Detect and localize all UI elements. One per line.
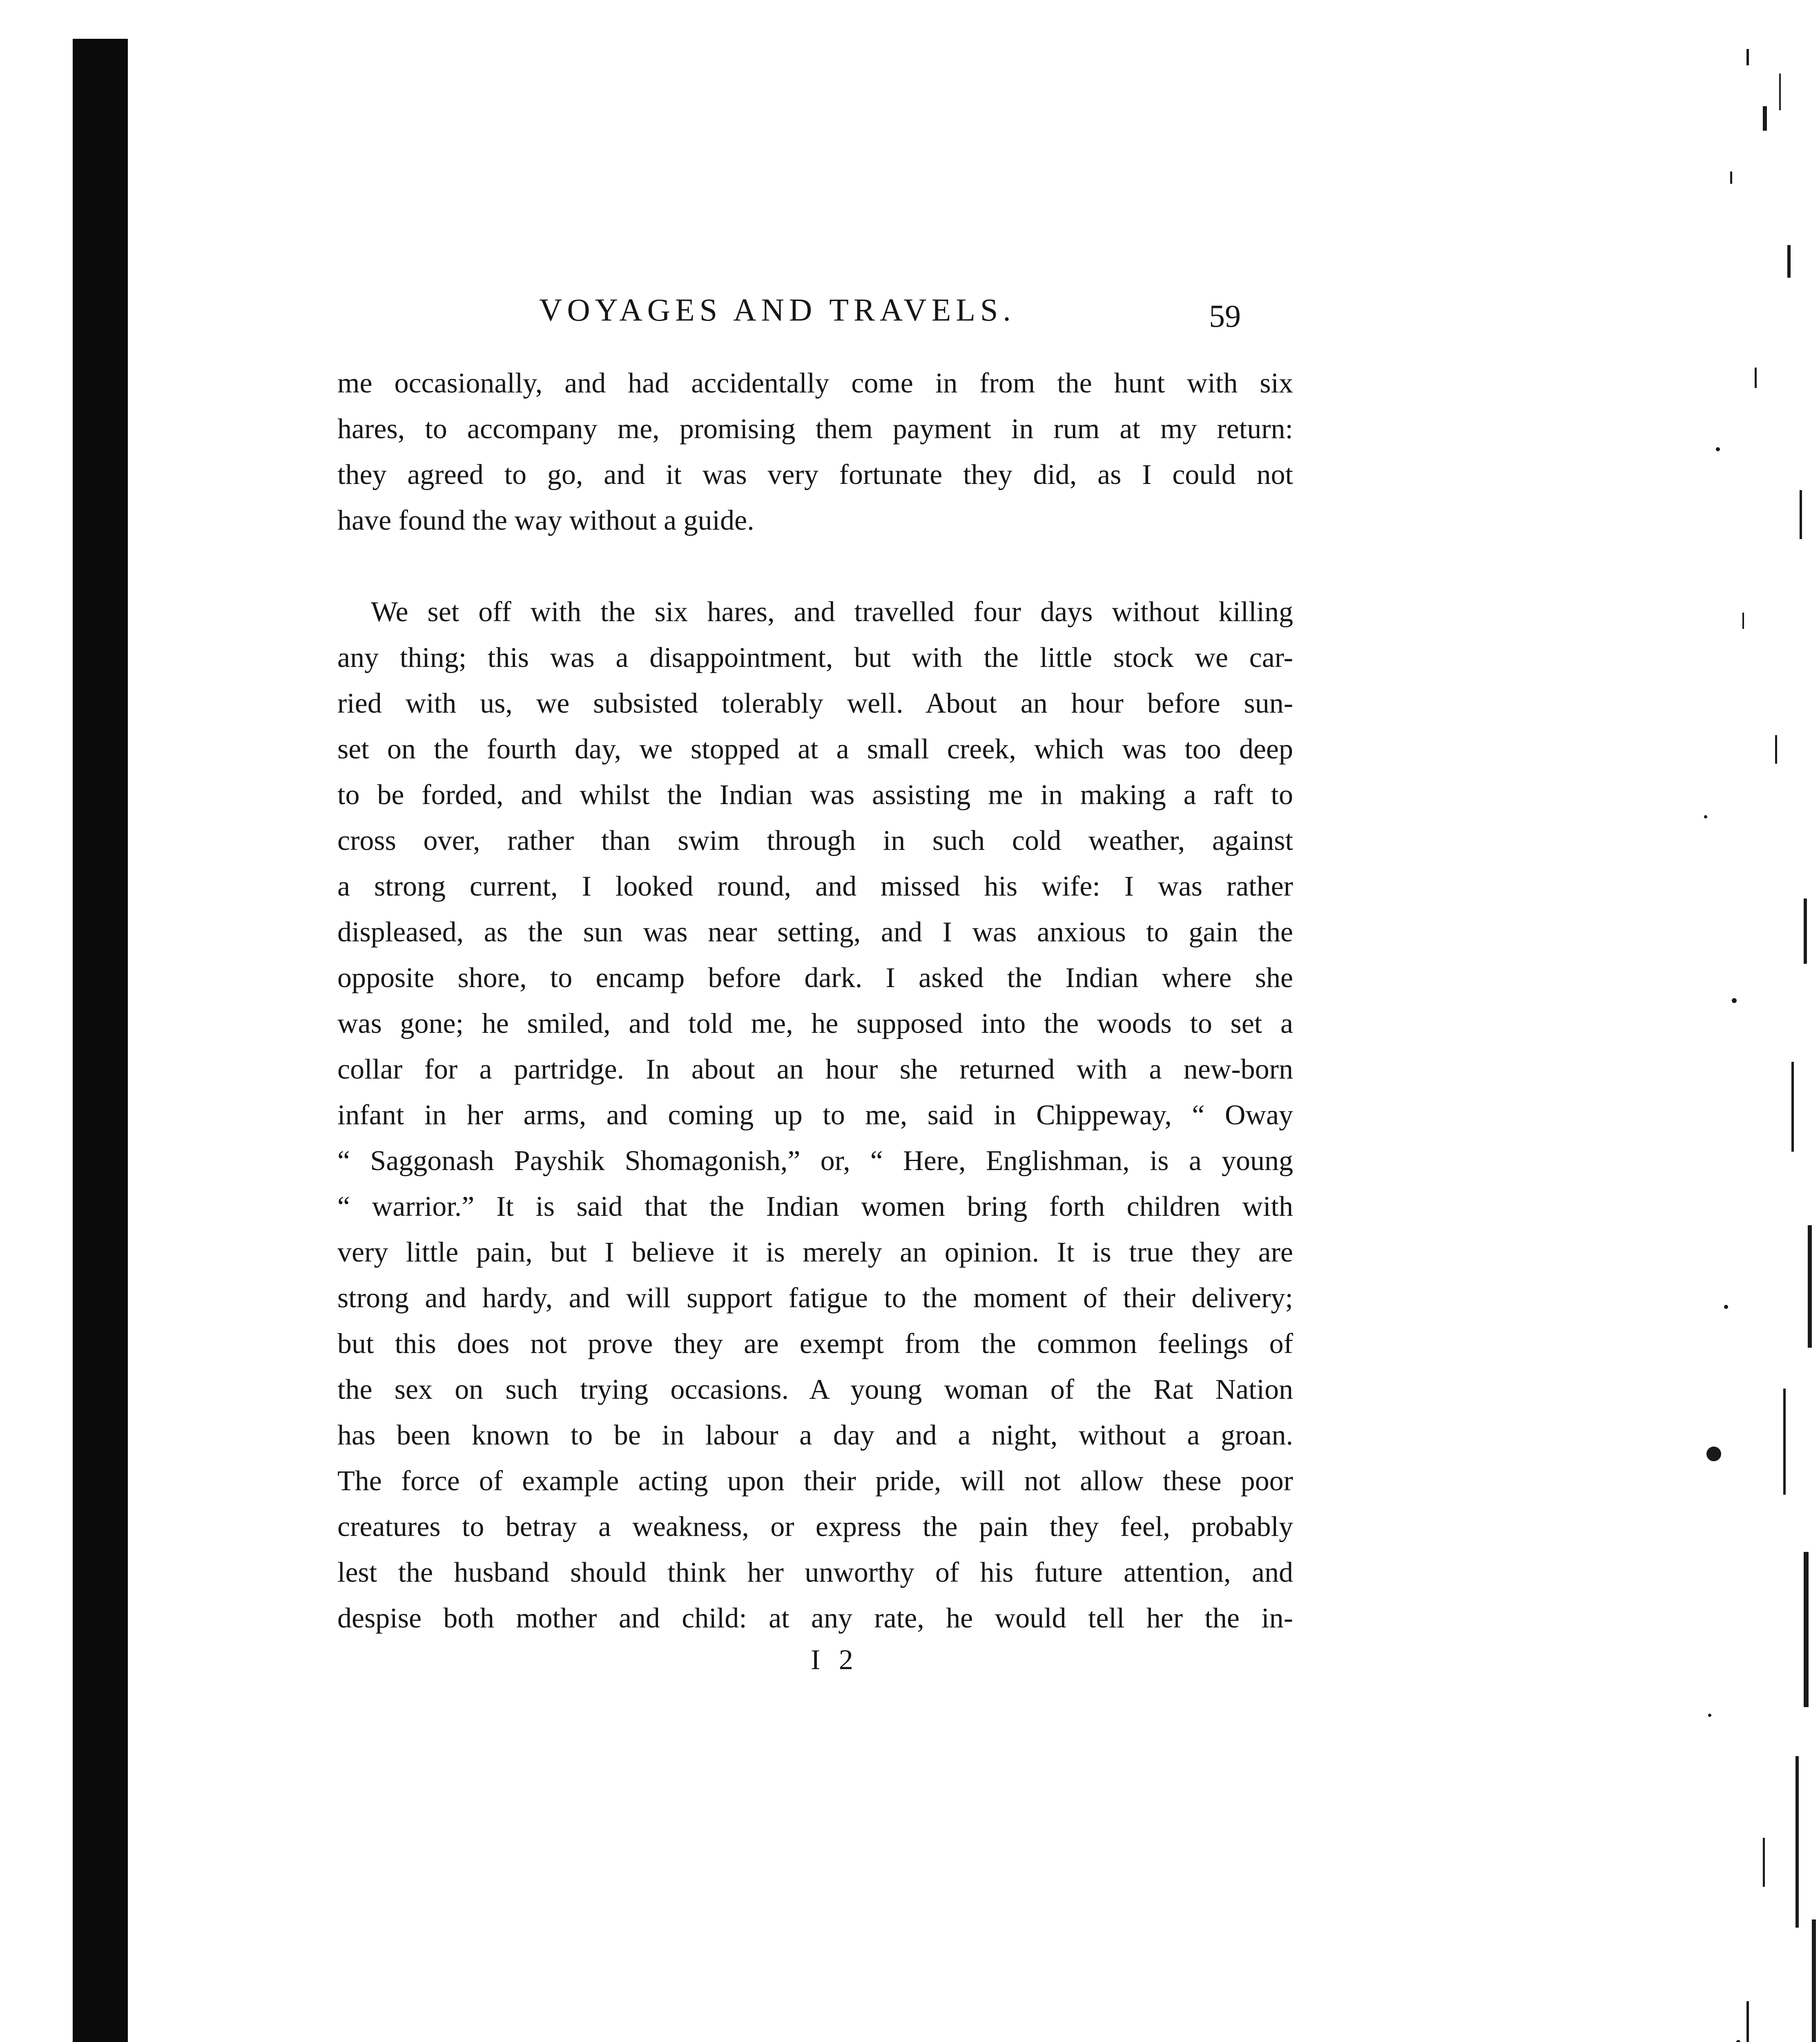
text-line: infant in her arms, and coming up to me, said in Chippeway, “ Oway <box>337 1099 1293 1131</box>
text-line: collar for a partridge. In about an hour she returned with a new-born <box>337 1054 1293 1085</box>
text-line: a strong current, I looked round, and missed his wife: I was rather <box>337 871 1293 902</box>
text-line: We set off with the six hares, and travelled four days without killing <box>371 596 1293 628</box>
text-line: creatures to betray a weakness, or express the pain they feel, probably <box>337 1511 1293 1543</box>
body-text <box>337 361 1293 1641</box>
running-head: VOYAGES AND TRAVELS. <box>539 292 1016 328</box>
text-line: “ warrior.” It is said that the Indian women bring forth children with <box>337 1191 1293 1222</box>
text-line: lest the husband should think her unworthy of his future attention, and <box>337 1557 1293 1588</box>
text-line: but this does not prove they are exempt from the common feelings of <box>337 1328 1293 1360</box>
paragraph <box>337 361 1293 544</box>
text-line: strong and hardy, and will support fatigue to the moment of their delivery; <box>337 1282 1293 1314</box>
text-line: has been known to be in labour a day and a night, without a groan. <box>337 1420 1293 1451</box>
binding-shadow <box>73 39 128 2042</box>
text-line: to be forded, and whilst the Indian was assisting me in making a raft to <box>337 779 1293 811</box>
text-line: “ Saggonash Payshik Shomagonish,” or, “ Here, Englishman, is a young <box>337 1145 1293 1177</box>
text-line: me occasionally, and had accidentally come in from the hunt with six <box>337 368 1293 399</box>
text-line: they agreed to go, and it was very fortunate they did, as I could not <box>337 459 1293 490</box>
text-line: displeased, as the sun was near setting, and I was anxious to gain the <box>337 916 1293 948</box>
text-line: set on the fourth day, we stopped at a small creek, which was too deep <box>337 733 1293 765</box>
page-number: 59 <box>1209 298 1241 334</box>
signature-mark: I 2 <box>811 1644 859 1676</box>
text-line: any thing; this was a disappointment, but with the little stock we car- <box>337 642 1293 673</box>
text-line: The force of example acting upon their pride, will not allow these poor <box>337 1465 1293 1497</box>
text-line: hares, to accompany me, promising them payment in rum at my return: <box>337 413 1293 445</box>
text-line: the sex on such trying occasions. A young woman of the Rat Nation <box>337 1374 1293 1405</box>
text-line: have found the way without a guide. <box>337 505 754 536</box>
page-edge-speckle <box>1681 0 1820 2042</box>
paragraph <box>337 589 1293 1641</box>
text-line: despise both mother and child: at any rate, he would tell her the in- <box>337 1603 1293 1634</box>
text-line: very little pain, but I believe it is merely an opinion. It is true they are <box>337 1237 1293 1268</box>
text-line: cross over, rather than swim through in such cold weather, against <box>337 825 1293 856</box>
text-line: was gone; he smiled, and told me, he supposed into the woods to set a <box>337 1008 1293 1039</box>
text-line: opposite shore, to encamp before dark. I asked the Indian where she <box>337 962 1293 994</box>
text-line: ried with us, we subsisted tolerably well. About an hour before sun- <box>337 688 1293 719</box>
